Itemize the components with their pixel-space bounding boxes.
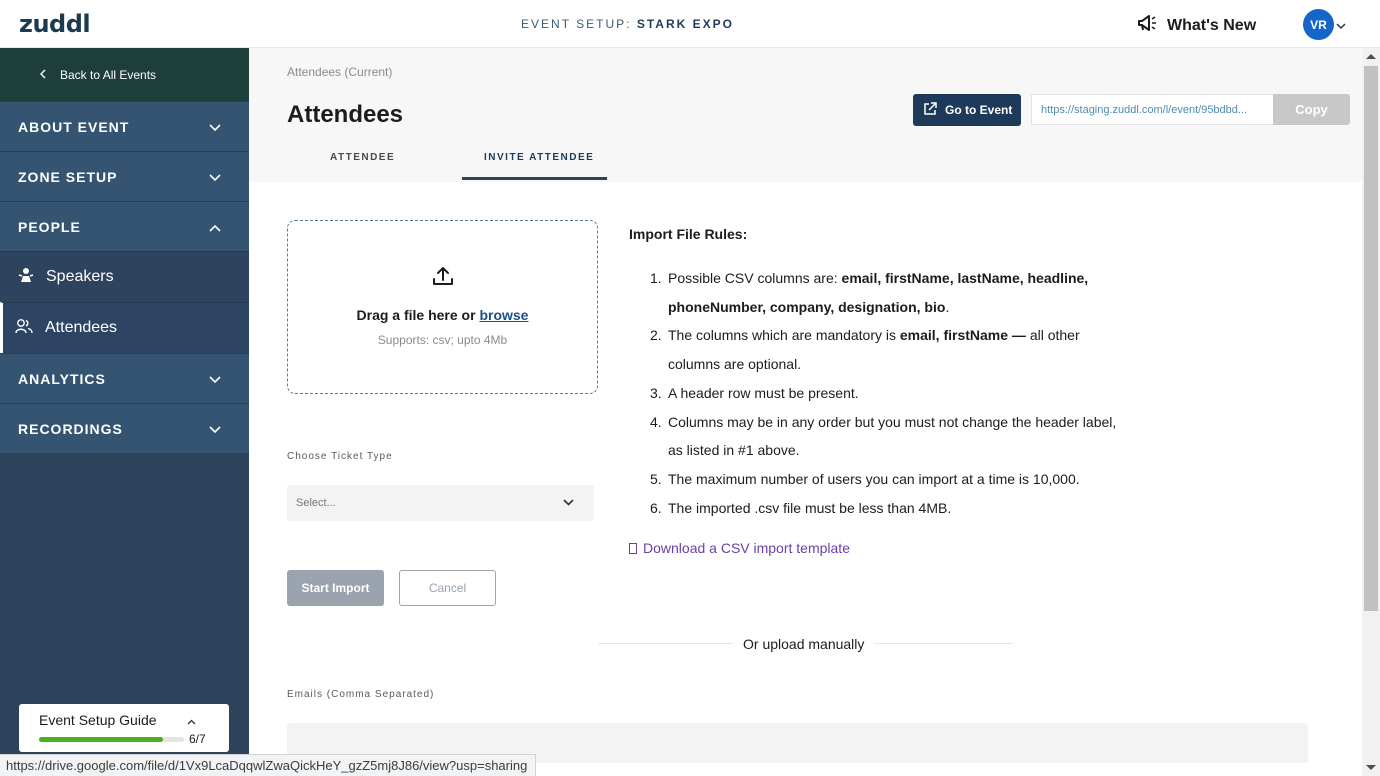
rule-number: 4. (650, 413, 662, 430)
rule-item (650, 379, 1150, 408)
event-setup-label: EVENT SETUP: (521, 17, 632, 31)
sidebar-item-attendees[interactable] (0, 302, 249, 353)
file-dropzone[interactable] (287, 220, 598, 394)
chevron-down-icon (209, 169, 221, 185)
whats-new-label: What's New (1167, 16, 1257, 34)
copy-button[interactable]: Copy (1273, 94, 1350, 125)
event-url-field[interactable]: https://staging.zuddl.com/l/event/95bdbd... (1031, 94, 1273, 125)
chevron-down-icon (209, 119, 221, 135)
ticket-type-label: Choose Ticket Type (287, 451, 393, 462)
rule-text: . (945, 298, 950, 315)
zuddl-logo[interactable]: zuddl (19, 10, 91, 38)
drag-text: Drag a file here or (356, 307, 476, 323)
rule-text: The imported .csv file must be less than 4MB. (668, 499, 952, 516)
section-label: RECORDINGS (18, 420, 123, 437)
chevron-left-icon (40, 68, 46, 82)
tab-attendee[interactable]: ATTENDEE (330, 152, 396, 163)
rule-bold: phoneNumber, company, designation, bio (668, 298, 946, 315)
rule-text: The columns which are mandatory is (668, 327, 900, 344)
people-icon (15, 318, 33, 339)
rule-number: 3. (650, 384, 662, 401)
sidebar-section-people[interactable] (0, 201, 249, 251)
back-to-all-events[interactable] (0, 48, 249, 101)
sidebar-item-label: Attendees (45, 319, 118, 336)
megaphone-icon (1137, 14, 1159, 37)
speaker-icon (18, 267, 34, 288)
rule-bold: email, firstName, lastName, headline, (841, 270, 1089, 286)
chevron-up-icon (209, 219, 221, 235)
sidebar-section-zone-setup[interactable] (0, 151, 249, 201)
guide-title-label: Event Setup Guide (39, 712, 157, 728)
rule-text: all other (1025, 327, 1080, 344)
file-icon (629, 543, 637, 554)
rule-number: 2. (650, 327, 662, 344)
import-rules (629, 226, 1149, 516)
ticket-type-select[interactable] (287, 485, 594, 521)
rules-list (650, 264, 1150, 522)
sidebar-item-label: Speakers (46, 268, 114, 285)
cancel-button[interactable]: Cancel (399, 570, 496, 606)
section-label: ABOUT EVENT (18, 118, 130, 135)
external-link-icon (923, 102, 937, 119)
rule-item (650, 408, 1150, 465)
chevron-down-icon[interactable] (1336, 17, 1346, 35)
rule-text: Possible CSV columns are: (668, 270, 842, 286)
guide-title (39, 712, 211, 728)
section-label: ANALYTICS (18, 370, 106, 387)
rule-number: 6. (650, 499, 662, 516)
rule-bold: email, firstName — (899, 327, 1026, 344)
sidebar-section-recordings[interactable] (0, 403, 249, 453)
main-content (249, 48, 1362, 776)
sidebar (0, 48, 249, 776)
rule-text: The maximum number of users you can import at a time is 10,000. (668, 470, 1080, 487)
rule-number: 1. (650, 270, 662, 286)
rule-item (650, 321, 1150, 378)
rule-text: A header row must be present. (668, 384, 859, 401)
ticket-type-value: Select... (296, 497, 336, 509)
back-label: Back to All Events (60, 67, 157, 82)
rule-item (650, 465, 1150, 494)
top-bar (0, 0, 1380, 48)
dropzone-text (288, 307, 597, 323)
chevron-down-icon (209, 371, 221, 387)
status-bar-url: https://drive.google.com/file/d/1Vx9LcaDqqwlZwaQickHeY_gzZ5mj8J86/view?usp=sharing (0, 754, 536, 776)
rule-item (650, 494, 1150, 523)
browse-link[interactable]: browse (479, 307, 529, 323)
tab-invite-attendee[interactable]: INVITE ATTENDEE (484, 152, 595, 163)
whats-new-button[interactable] (1137, 14, 1256, 37)
event-title (0, 17, 1255, 31)
rule-text: as listed in #1 above. (668, 442, 800, 459)
sidebar-item-speakers[interactable] (0, 251, 249, 302)
download-template-link[interactable] (629, 540, 850, 556)
breadcrumb[interactable]: Attendees (Current) (287, 65, 393, 79)
chevron-down-icon (563, 497, 574, 509)
page-header (249, 48, 1362, 182)
scroll-up-arrow-icon[interactable] (1366, 54, 1376, 59)
scroll-thumb[interactable] (1364, 66, 1378, 611)
rules-title: Import File Rules: (629, 226, 748, 242)
scrollbar[interactable] (1362, 48, 1380, 776)
chevron-up-icon[interactable] (187, 712, 196, 728)
section-label: PEOPLE (18, 218, 81, 235)
upload-icon (432, 265, 454, 292)
rule-text: columns are optional. (668, 356, 802, 373)
rule-item (650, 264, 1150, 321)
start-import-button[interactable]: Start Import (287, 570, 384, 606)
page-title: Attendees (287, 101, 404, 128)
event-setup-guide[interactable] (19, 704, 229, 752)
active-tab-indicator (462, 177, 607, 180)
go-to-event-label: Go to Event (945, 103, 1013, 117)
guide-count: 6/7 (189, 732, 206, 746)
avatar[interactable]: VR (1303, 9, 1334, 40)
dropzone-supports: Supports: csv; upto 4Mb (377, 333, 508, 347)
go-to-event-button[interactable] (913, 94, 1021, 126)
rule-number: 5. (650, 470, 662, 487)
rule-text: Columns may be in any order but you must not change the header label, (668, 413, 1117, 430)
download-label: Download a CSV import template (643, 540, 850, 556)
emails-label: Emails (Comma Separated) (287, 689, 435, 700)
sidebar-section-about-event[interactable] (0, 101, 249, 151)
event-name: STARK EXPO (636, 17, 734, 31)
sidebar-section-analytics[interactable] (0, 353, 249, 403)
chevron-down-icon (209, 421, 221, 437)
section-label: ZONE SETUP (18, 168, 118, 185)
or-upload-manually: Or upload manually (733, 636, 874, 652)
guide-progress-bar (39, 737, 184, 742)
scroll-down-arrow-icon[interactable] (1366, 765, 1376, 770)
guide-progress-fill (39, 737, 163, 742)
